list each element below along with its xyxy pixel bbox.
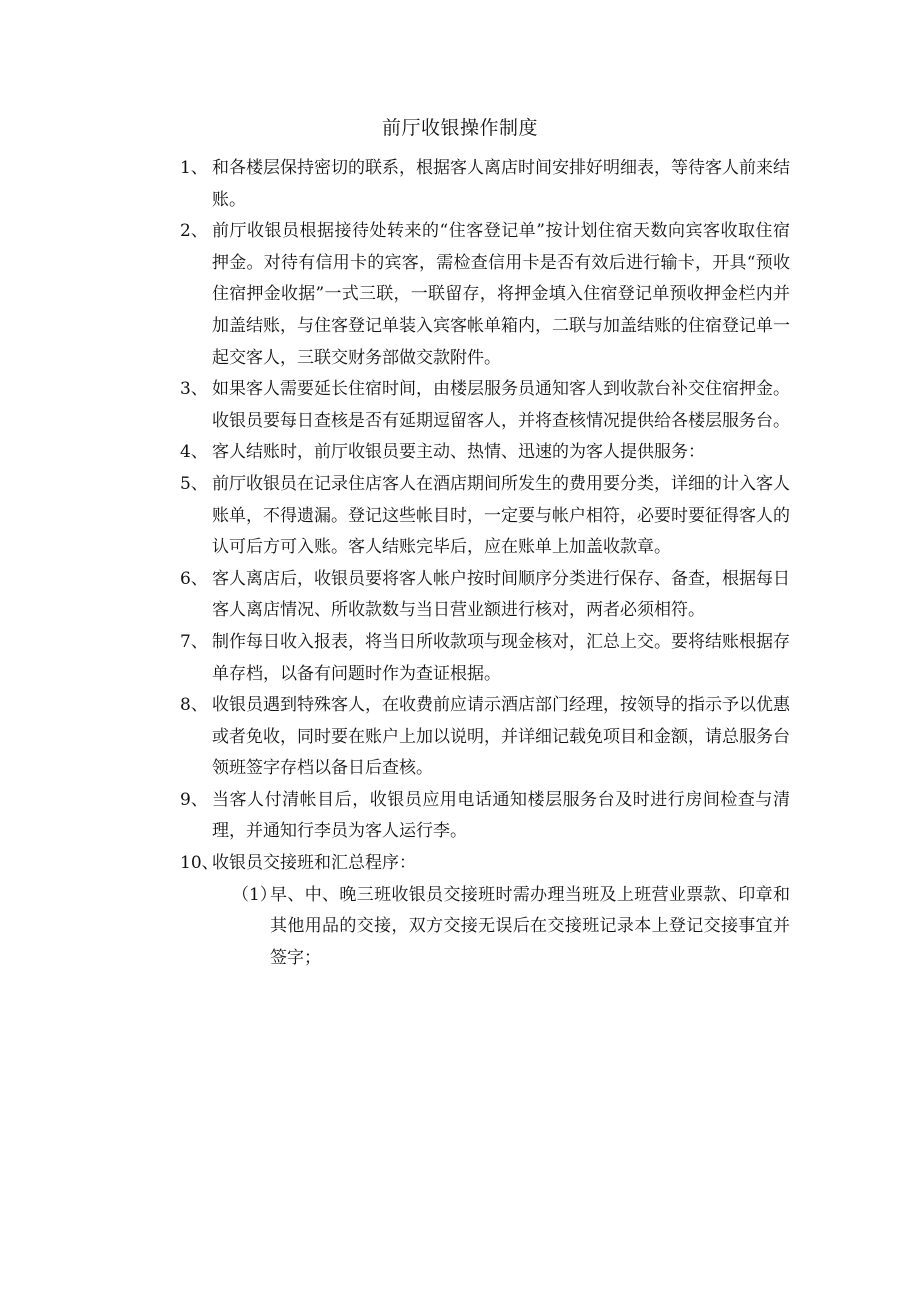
rule-text: 客人结账时，前厅收银员要主动、热情、迅速的为客人提供服务： bbox=[212, 442, 705, 463]
rule-text: 如果客人需要延长住宿时间，由楼层服务员通知客人到收款台补交住宿押金。收银员要每日查核是否有延期逗留客人，并将查核情况提供给各楼层服务台。 bbox=[212, 379, 790, 431]
rule-number: 9、 bbox=[180, 789, 208, 810]
document-title: 前厅收银操作制度 bbox=[381, 117, 538, 139]
rule-number: 3、 bbox=[180, 379, 208, 400]
rule-text: 当客人付清帐目后，收银员应用电话通知楼层服务台及时进行房间检查与清理，并通知行李员为客人运行李。 bbox=[212, 789, 790, 842]
rule-item-1 bbox=[180, 153, 790, 216]
rule-item-7 bbox=[180, 627, 790, 690]
rule-text: 前厅收银员根据接待处转来的“住客登记单”按计划住宿天数向宾客收取住宿押金。对待有信用卡的宾客，需检查信用卡是否有效后进行输卡，开具“预收住宿押金收据”一式三联，一联留存，将押金填入住宿登记单预收押金栏内并加盖结账，与住客登记单装入宾客帐单箱内，二联与加盖结账的住宿登记单一起交客人，三联交财务部做交款附件。 bbox=[212, 221, 790, 368]
rule-list bbox=[180, 153, 790, 974]
rule-item-4 bbox=[180, 437, 790, 469]
subitem-text: 早、中、晚三班收银员交接班时需办理当班及上班营业票款、印章和其他用品的交接，双方交接无误后在交接班记录本上登记交接事宜并签字； bbox=[270, 884, 790, 968]
rule-number: 8、 bbox=[180, 695, 208, 716]
rule-item-2 bbox=[180, 216, 790, 374]
rule-text: 客人离店后，收银员要将客人帐户按时间顺序分类进行保存、备查，根据每日客人离店情况、所收款数与当日营业额进行核对，两者必须相符。 bbox=[212, 568, 790, 621]
rule-number: 1、 bbox=[180, 158, 208, 178]
rule-item-3 bbox=[180, 374, 790, 437]
rule-subitem-1 bbox=[232, 880, 790, 975]
subitem-number: （1） bbox=[232, 884, 277, 905]
rule-text: 制作每日收入报表，将当日所收款项与现金核对，汇总上交。要将结账根据存单存档，以备有问题时作为查证根据。 bbox=[212, 631, 790, 684]
rule-number: 4、 bbox=[180, 442, 208, 463]
rule-number: 2、 bbox=[180, 221, 208, 242]
rule-text: 前厅收银员在记录住店客人在酒店期间所发生的费用要分类，详细的计入客人账单，不得遗漏。登记这些帐目时，一定要与帐户相符，必要时要征得客人的认可后方可入账。客人结账完毕后，应在账单上加盖收款章。 bbox=[212, 473, 790, 558]
rule-number: 5、 bbox=[180, 473, 208, 494]
rule-item-6 bbox=[180, 564, 790, 627]
rule-item-10 bbox=[180, 848, 790, 880]
rule-item-9 bbox=[180, 785, 790, 848]
rule-number: 7、 bbox=[180, 631, 208, 652]
rule-text: 收银员交接班和汇总程序： bbox=[212, 853, 416, 874]
rule-text: 收银员遇到特殊客人，在收费前应请示酒店部门经理，按领导的指示予以优惠或者免收，同时要在账户上加以说明，并详细记载免项目和金额，请总服务台领班签字存档以备日后查核。 bbox=[212, 695, 790, 779]
rule-item-5 bbox=[180, 469, 790, 564]
rule-item-8 bbox=[180, 690, 790, 785]
rule-number: 6、 bbox=[180, 568, 208, 589]
rule-number: 10、 bbox=[180, 853, 219, 874]
rule-text: 和各楼层保持密切的联系，根据客人离店时间安排好明细表，等待客人前来结账。 bbox=[212, 158, 790, 210]
